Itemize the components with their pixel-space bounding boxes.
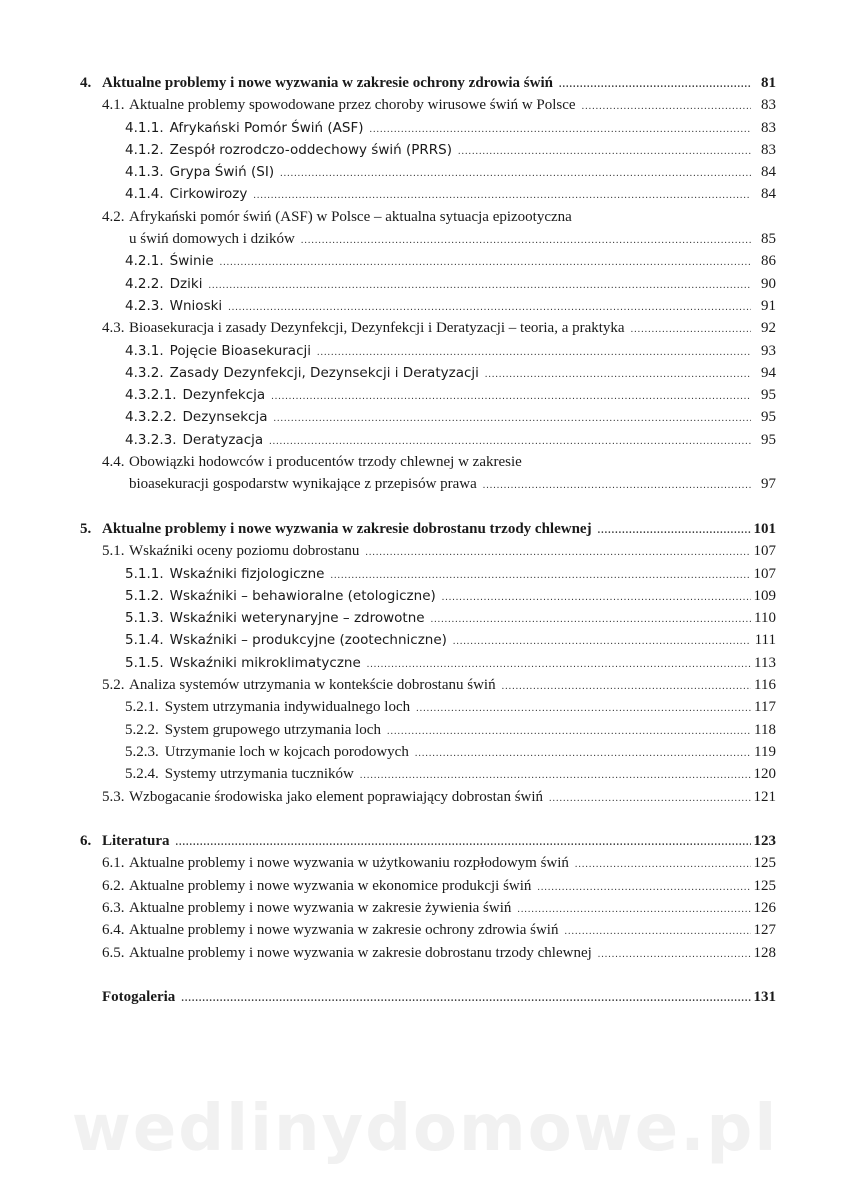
toc-page: 86 <box>761 253 776 270</box>
dot-leader <box>330 565 750 585</box>
dot-leader <box>549 788 750 808</box>
toc-label: Zespół rozrodczo-oddechowy świń (PRRS) <box>169 141 452 158</box>
toc-page: 118 <box>754 721 776 738</box>
toc-entry-6-5[interactable] <box>80 942 776 964</box>
toc-page: 83 <box>761 119 776 136</box>
toc-entry-6-1[interactable] <box>80 852 776 874</box>
dot-leader <box>301 230 751 250</box>
dot-leader <box>273 408 751 428</box>
toc-label: System grupowego utrzymania loch <box>164 721 381 738</box>
toc-number: 5.3. <box>102 788 125 805</box>
toc-page: 101 <box>753 520 776 537</box>
toc-entry-4-3-2-1[interactable] <box>80 384 776 406</box>
dot-leader <box>415 743 751 763</box>
toc-entry-5-3[interactable] <box>80 786 776 808</box>
toc-page: 95 <box>761 431 776 448</box>
toc-number: 5.2.2. <box>125 721 159 738</box>
toc-entry-5-2-4[interactable] <box>80 763 776 785</box>
toc-page: 83 <box>761 141 776 158</box>
toc-label: Cirkowirozy <box>169 186 248 203</box>
toc-number: 4.2.3. <box>125 297 164 314</box>
toc-page: 126 <box>753 899 776 916</box>
toc-page: 95 <box>761 387 776 404</box>
toc-entry-4-4[interactable] <box>80 451 776 473</box>
toc-entry-6-4[interactable] <box>80 919 776 941</box>
toc-label-line2: u świń domowych i dzików <box>129 231 295 248</box>
toc-page: 120 <box>753 766 776 783</box>
toc-entry-4-3-1[interactable] <box>80 340 776 362</box>
toc-entry-4-2[interactable] <box>80 206 776 228</box>
toc-entry-4-1-3[interactable] <box>80 161 776 183</box>
toc-entry-4-2-continued[interactable] <box>80 228 776 250</box>
toc-page: 119 <box>754 743 776 760</box>
toc-page: 81 <box>761 75 776 91</box>
toc-label: Dezynfekcja <box>182 387 266 404</box>
dot-leader <box>181 988 750 1008</box>
toc-number: 5.1.3. <box>125 610 164 627</box>
toc-entry-5-1-1[interactable] <box>80 563 776 585</box>
toc-number: 5.1.2. <box>125 587 164 604</box>
table-of-contents <box>80 72 776 1008</box>
toc-page: 111 <box>754 632 776 649</box>
toc-entry-fotogaleria[interactable] <box>80 986 776 1008</box>
section-gap <box>80 496 776 518</box>
dot-leader <box>317 342 751 362</box>
toc-number: 4.1.4. <box>125 186 164 203</box>
toc-number: 5.1.1. <box>125 565 164 582</box>
toc-number: 5.1.5. <box>125 654 164 671</box>
dot-leader <box>271 386 751 406</box>
toc-label: Wnioski <box>169 297 223 314</box>
dot-leader <box>253 185 751 205</box>
toc-page: 84 <box>761 164 776 181</box>
dot-leader <box>442 587 751 607</box>
toc-number: 4. <box>80 75 92 91</box>
toc-entry-6-3[interactable] <box>80 897 776 919</box>
toc-label: Wskaźniki – produkcyjne (zootechniczne) <box>169 632 447 649</box>
toc-number: 5.1.4. <box>125 632 164 649</box>
toc-label: Fotogaleria <box>102 989 176 1006</box>
toc-number: 6.2. <box>102 877 125 894</box>
toc-label: Wskaźniki fizjologiczne <box>169 565 325 582</box>
toc-page: 91 <box>761 297 776 314</box>
toc-page: 121 <box>753 788 776 805</box>
toc-number: 5.2. <box>102 677 125 694</box>
toc-number: 4.1.1. <box>125 119 164 136</box>
dot-leader <box>631 319 751 339</box>
toc-label: Deratyzacja <box>182 431 264 448</box>
toc-entry-4-3-2-2[interactable] <box>80 406 776 428</box>
dot-leader <box>387 721 751 741</box>
toc-entry-4-2-3[interactable] <box>80 295 776 317</box>
toc-label: Aktualne problemy i nowe wyzwania w zakresie dobrostanu trzody chlewnej <box>129 944 592 961</box>
toc-page: 116 <box>754 677 776 694</box>
toc-entry-5-1-4[interactable] <box>80 629 776 651</box>
toc-page: 131 <box>753 989 776 1006</box>
toc-page: 127 <box>753 922 776 939</box>
toc-entry-4-1-2[interactable] <box>80 139 776 161</box>
toc-label: Literatura <box>102 833 170 850</box>
toc-page: 97 <box>761 476 776 493</box>
toc-number: 4.3.1. <box>125 342 164 359</box>
toc-page: 85 <box>761 231 776 248</box>
toc-label: Aktualne problemy i nowe wyzwania w zakresie ochrony zdrowia świń <box>129 922 559 939</box>
toc-label: Wzbogacanie środowiska jako element poprawiający dobrostan świń <box>129 788 544 805</box>
toc-label: Aktualne problemy spowodowane przez choroby wirusowe świń w Polsce <box>129 97 576 114</box>
toc-page: 90 <box>761 275 776 292</box>
toc-page: 109 <box>753 587 776 604</box>
toc-number: 6.3. <box>102 899 125 916</box>
toc-entry-6[interactable] <box>80 830 776 852</box>
toc-entry-5-1[interactable] <box>80 540 776 562</box>
toc-number: 4.1. <box>102 97 125 114</box>
toc-entry-4-3[interactable] <box>80 317 776 339</box>
dot-leader <box>502 676 751 696</box>
toc-label: Zasady Dezynfekcji, Dezynsekcji i Deratyzacji <box>169 364 479 381</box>
toc-label: Świnie <box>169 253 214 270</box>
toc-page: 107 <box>753 543 776 560</box>
toc-entry-5-1-3[interactable] <box>80 607 776 629</box>
dot-leader <box>453 631 751 651</box>
toc-entry-4-3-2[interactable] <box>80 362 776 384</box>
toc-page: 92 <box>761 320 776 337</box>
toc-page: 125 <box>753 855 776 872</box>
toc-entry-5-2-2[interactable] <box>80 719 776 741</box>
toc-entry-5-2-1[interactable] <box>80 696 776 718</box>
toc-label: Wskaźniki – behawioralne (etologiczne) <box>169 587 436 604</box>
dot-leader <box>582 96 751 116</box>
toc-entry-4-3-2-3[interactable] <box>80 429 776 451</box>
dot-leader <box>598 520 751 540</box>
toc-label: Dezynsekcja <box>182 409 268 426</box>
toc-label: Dziki <box>169 275 203 292</box>
toc-number: 6. <box>80 833 92 850</box>
toc-number: 4.3.2.2. <box>125 409 177 426</box>
dot-leader <box>564 921 750 941</box>
watermark: wedlinydomowe.pl <box>71 1092 779 1166</box>
toc-entry-5-1-2[interactable] <box>80 585 776 607</box>
dot-leader <box>220 252 751 272</box>
toc-number: 4.3.2.1. <box>125 387 177 404</box>
toc-entry-4-1[interactable] <box>80 94 776 116</box>
dot-leader <box>280 163 751 183</box>
toc-label-line2: bioasekuracji gospodarstw wynikające z przepisów prawa <box>129 476 477 493</box>
toc-page: 94 <box>761 364 776 381</box>
toc-entry-5-1-5[interactable] <box>80 652 776 674</box>
toc-number: 4.3. <box>102 320 125 337</box>
toc-label-line1: Afrykański pomór świń (ASF) w Polsce – aktualna sytuacja epizootyczna <box>129 208 572 225</box>
toc-number: 5.1. <box>102 543 125 560</box>
toc-entry-6-2[interactable] <box>80 875 776 897</box>
toc-number: 4.1.2. <box>125 141 164 158</box>
toc-label-line1: Obowiązki hodowców i producentów trzody chlewnej w zakresie <box>129 454 522 471</box>
toc-label: Wskaźniki oceny poziomu dobrostanu <box>129 543 360 560</box>
dot-leader <box>458 141 751 161</box>
dot-leader <box>485 364 751 384</box>
toc-entry-4-4-continued[interactable] <box>80 473 776 495</box>
toc-label: Afrykański Pomór Świń (ASF) <box>169 119 364 136</box>
toc-label: Wskaźniki mikroklimatyczne <box>169 654 361 671</box>
toc-label: Systemy utrzymania tuczników <box>164 766 354 783</box>
toc-label: Grypa Świń (SI) <box>169 164 275 181</box>
dot-leader <box>598 944 751 964</box>
toc-number: 5.2.3. <box>125 743 159 760</box>
toc-number: 4.2.1. <box>125 253 164 270</box>
dot-leader <box>208 275 751 295</box>
toc-label: Aktualne problemy i nowe wyzwania w zakresie żywienia świń <box>129 899 512 916</box>
toc-label: Analiza systemów utrzymania w kontekście dobrostanu świń <box>129 677 496 694</box>
toc-entry-4-2-2[interactable] <box>80 273 776 295</box>
dot-leader <box>537 877 750 897</box>
toc-number: 6.4. <box>102 922 125 939</box>
toc-entry-5-2[interactable] <box>80 674 776 696</box>
toc-page: 93 <box>761 342 776 359</box>
dot-leader <box>228 297 751 317</box>
toc-page: 125 <box>753 877 776 894</box>
dot-leader <box>483 475 751 495</box>
dot-leader <box>575 854 751 874</box>
toc-number: 4.3.2. <box>125 364 164 381</box>
toc-number: 6.5. <box>102 944 125 961</box>
toc-label: Bioasekuracja i zasady Dezynfekcji, Dezynfekcji i Deratyzacji – teoria, a praktyka <box>129 320 625 337</box>
toc-label: Utrzymanie loch w kojcach porodowych <box>164 743 409 760</box>
toc-page: 95 <box>761 409 776 426</box>
toc-number: 5.2.1. <box>125 699 159 716</box>
dot-leader <box>365 542 750 562</box>
toc-label: System utrzymania indywidualnego loch <box>164 699 411 716</box>
dot-leader <box>360 765 751 785</box>
toc-page: 123 <box>753 833 776 850</box>
dot-leader <box>175 832 750 852</box>
toc-label: Aktualne problemy i nowe wyzwania w zakresie ochrony zdrowia świń <box>102 75 553 91</box>
toc-number: 4.2.2. <box>125 275 164 292</box>
toc-entry-5-2-3[interactable] <box>80 741 776 763</box>
toc-label: Pojęcie Bioasekuracji <box>169 342 311 359</box>
toc-number: 5. <box>80 520 92 537</box>
toc-page: 107 <box>753 565 776 582</box>
toc-label: Aktualne problemy i nowe wyzwania w zakresie dobrostanu trzody chlewnej <box>102 520 592 537</box>
toc-number: 5.2.4. <box>125 766 159 783</box>
toc-label: Aktualne problemy i nowe wyzwania w ekonomice produkcji świń <box>129 877 532 894</box>
toc-page: 117 <box>754 699 776 716</box>
dot-leader <box>367 654 751 674</box>
toc-entry-4-1-4[interactable] <box>80 183 776 205</box>
toc-number: 4.3.2.3. <box>125 431 177 448</box>
toc-number: 4.2. <box>102 208 125 225</box>
toc-page: 128 <box>753 944 776 961</box>
toc-number: 6.1. <box>102 855 125 872</box>
dot-leader <box>269 431 751 451</box>
toc-page: 84 <box>761 186 776 203</box>
toc-page: 113 <box>754 654 776 671</box>
toc-entry-4[interactable] <box>80 72 776 94</box>
toc-label: Aktualne problemy i nowe wyzwania w użytkowaniu rozpłodowym świń <box>129 855 569 872</box>
dot-leader <box>517 899 750 919</box>
section-gap <box>80 964 776 986</box>
toc-entry-4-2-1[interactable] <box>80 250 776 272</box>
toc-page: 110 <box>754 610 776 627</box>
toc-number: 4.4. <box>102 454 125 471</box>
dot-leader <box>416 698 751 718</box>
toc-page: 83 <box>761 97 776 114</box>
section-gap <box>80 808 776 830</box>
toc-entry-5[interactable] <box>80 518 776 540</box>
dot-leader <box>431 609 751 629</box>
dot-leader <box>370 119 752 139</box>
toc-entry-4-1-1[interactable] <box>80 117 776 139</box>
toc-label: Wskaźniki weterynaryjne – zdrowotne <box>169 610 425 627</box>
toc-number: 4.1.3. <box>125 164 164 181</box>
dot-leader <box>559 74 751 94</box>
